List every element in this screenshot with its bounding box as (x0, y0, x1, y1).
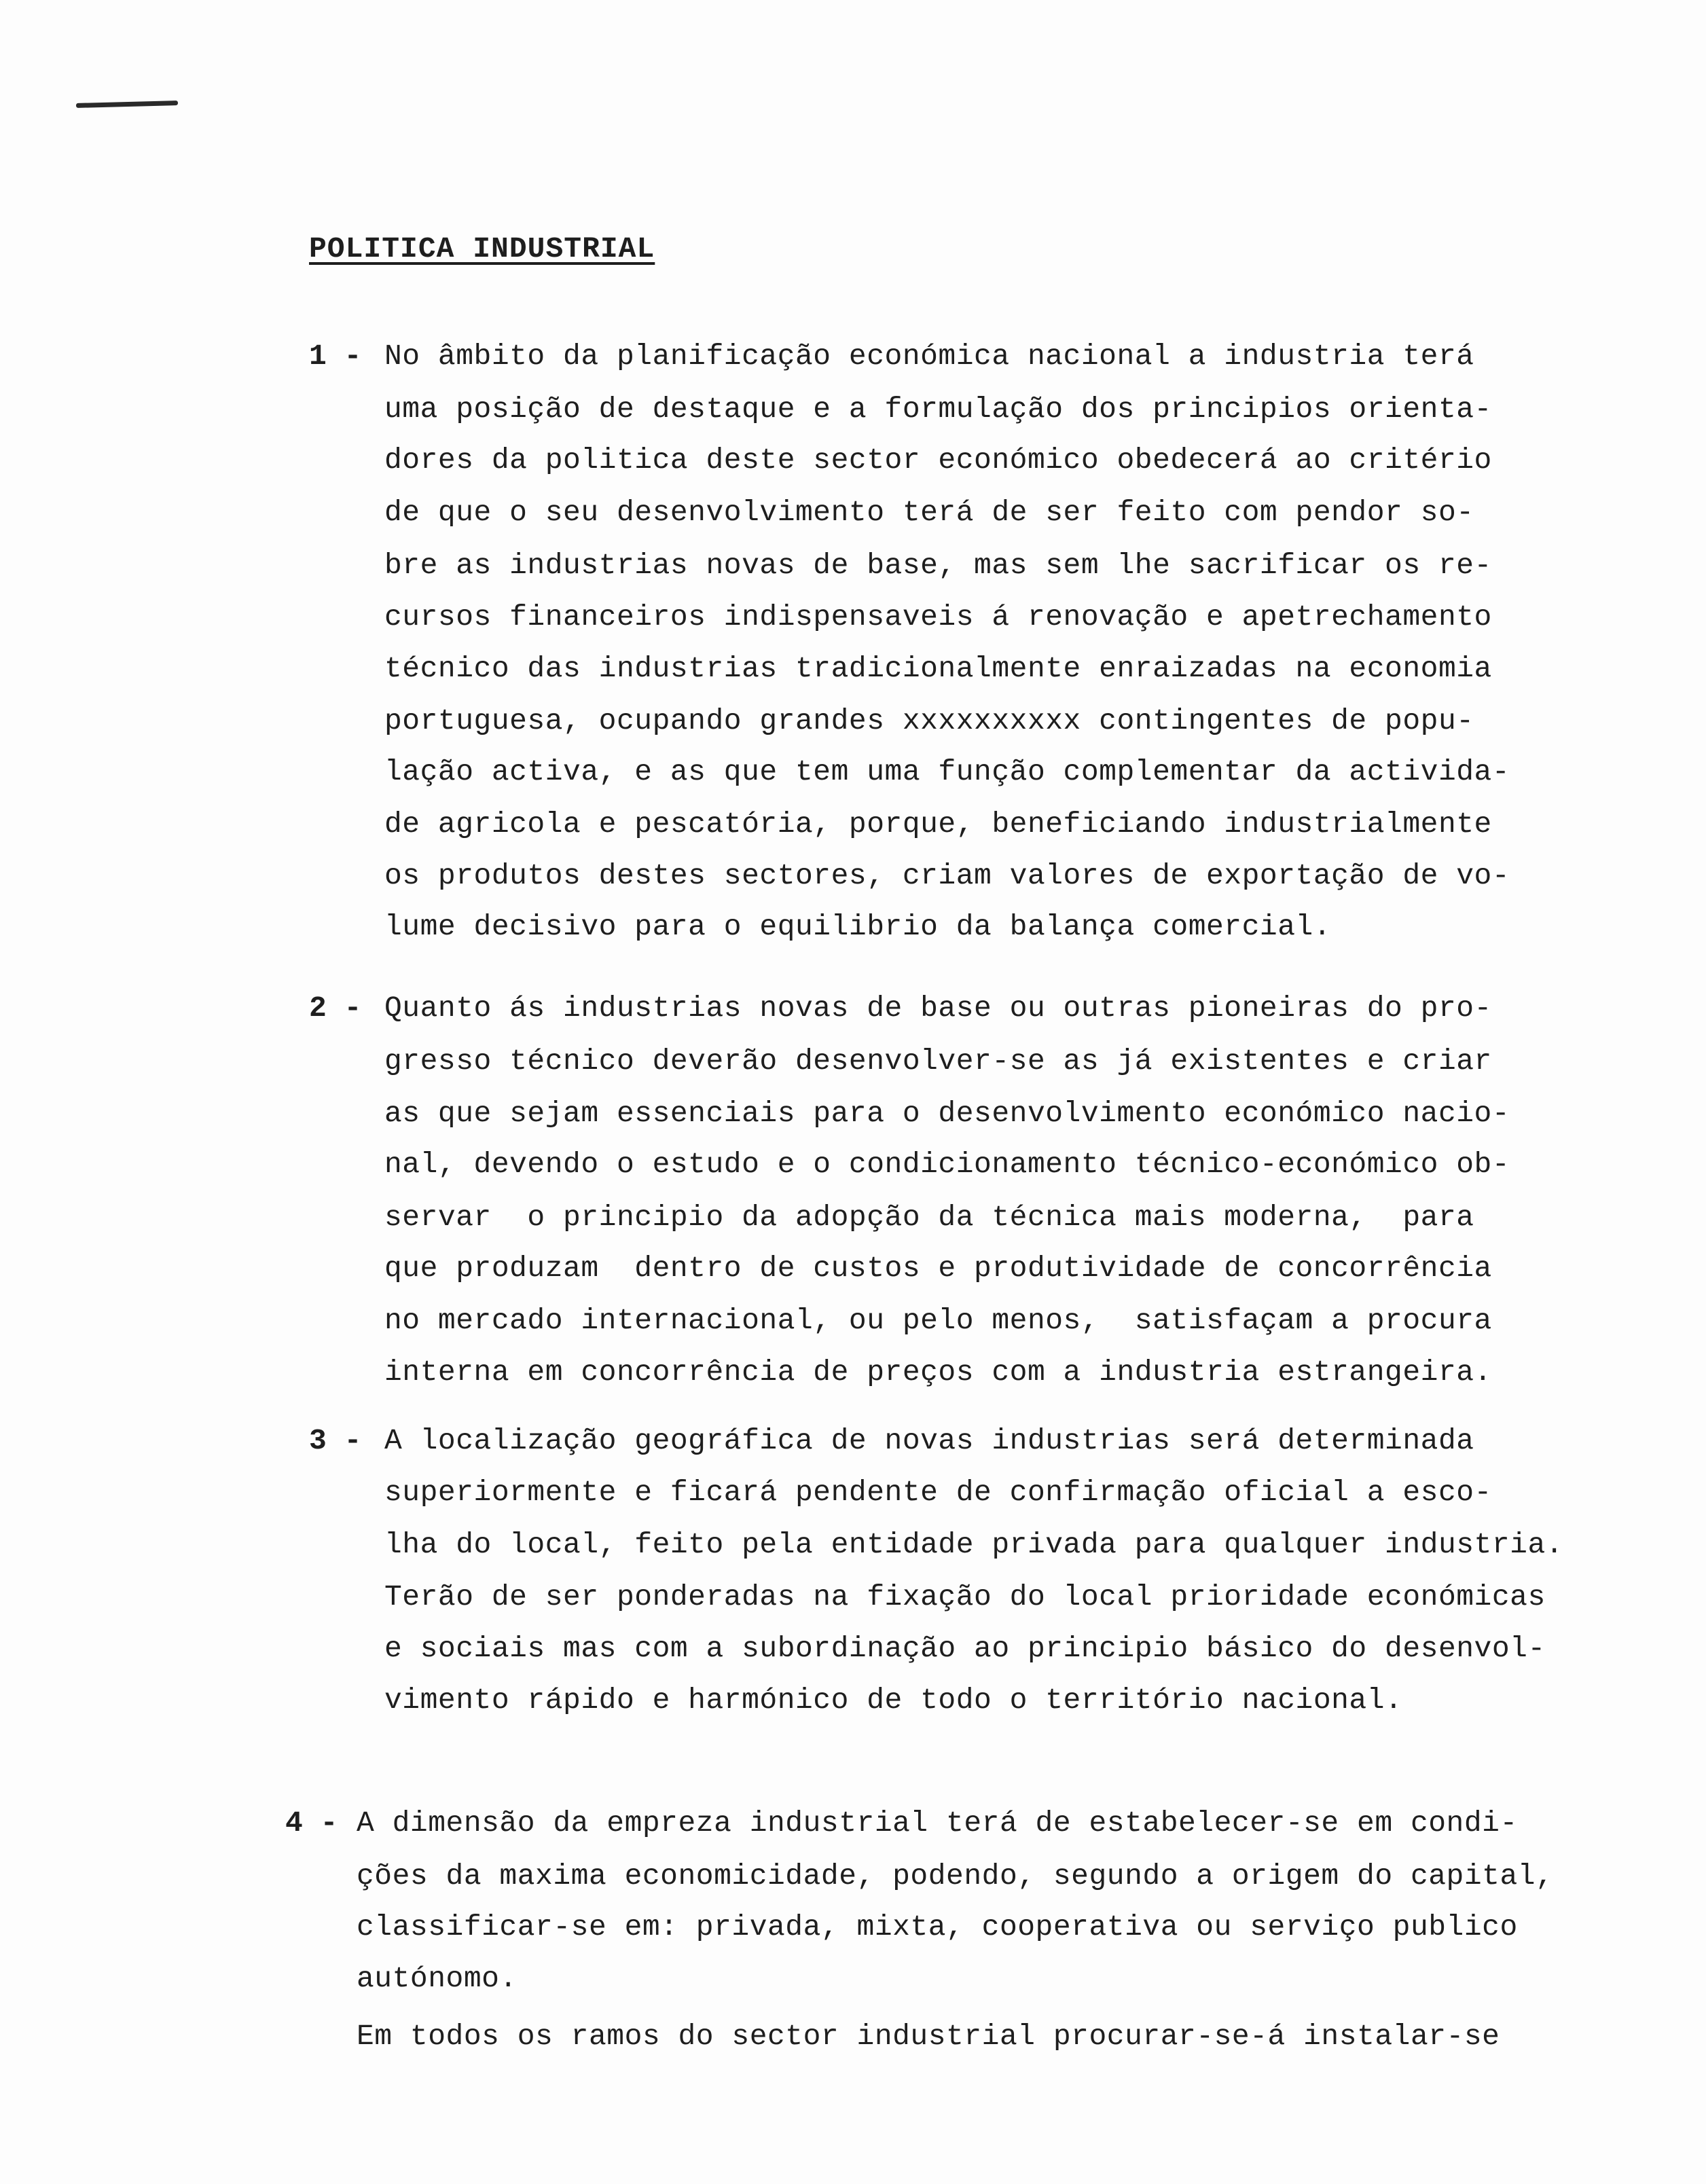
text-line: de que o seu desenvolvimento terá de ser feito com pendor so- (384, 496, 1474, 529)
text-line: portuguesa, ocupando grandes xxxxxxxxxx contingentes de popu- (384, 704, 1474, 738)
text-line: lha do local, feito pela entidade privada para qualquer industria. (384, 1528, 1564, 1561)
text-line: gresso técnico deverão desenvolver-se as já existentes e criar (384, 1044, 1492, 1078)
text-line: lação activa, e as que tem uma função complementar da activida- (384, 755, 1510, 788)
text-line: vimento rápido e harmónico de todo o território nacional. (384, 1684, 1403, 1717)
text-line: Quanto ás industrias novas de base ou outras pioneiras do pro- (384, 991, 1492, 1025)
text-line: A dimensão da empreza industrial terá de estabelecer-se em condi- (357, 1806, 1518, 1840)
text-line: classificar-se em: privada, mixta, cooperativa ou serviço publico (357, 1910, 1518, 1944)
text-line: nal, devendo o estudo e o condicionamento técnico-económico ob- (384, 1148, 1510, 1181)
text-line: técnico das industrias tradicionalmente enraizadas na economia (384, 652, 1492, 685)
section-number: 4 - (285, 1806, 338, 1840)
section-number: 3 - (309, 1424, 362, 1457)
text-line: superiormente e ficará pendente de confirmação oficial a esco- (384, 1476, 1492, 1509)
text-line: lume decisivo para o equilibrio da balança comercial. (384, 910, 1332, 943)
text-line: bre as industrias novas de base, mas sem lhe sacrificar os re- (384, 549, 1492, 582)
text-line: No âmbito da planificação económica nacional a industria terá (384, 340, 1474, 373)
text-line: Terão de ser ponderadas na fixação do local prioridade económicas (384, 1580, 1546, 1614)
text-line: Em todos os ramos do sector industrial procurar-se-á instalar-se (357, 2020, 1500, 2053)
text-line: A localização geográfica de novas industrias será determinada (384, 1424, 1474, 1457)
text-line: os produtos destes sectores, criam valores de exportação de vo- (384, 859, 1510, 892)
text-line: uma posição de destaque e a formulação dos principios orienta- (384, 393, 1492, 426)
text-line: que produzam dentro de custos e produtividade de concorrência (384, 1252, 1492, 1285)
section-number: 1 - (309, 340, 362, 373)
text-line: servar o principio da adopção da técnica mais moderna, para (384, 1201, 1474, 1234)
text-line: interna em concorrência de preços com a industria estrangeira. (384, 1355, 1492, 1389)
text-line: autónomo. (357, 1962, 518, 1995)
text-line: no mercado internacional, ou pelo menos, satisfaçam a procura (384, 1304, 1492, 1337)
document-title: POLITICA INDUSTRIAL (309, 232, 655, 266)
text-line: e sociais mas com a subordinação ao principio básico do desenvol- (384, 1632, 1546, 1665)
text-line: as que sejam essenciais para o desenvolvimento económico nacio- (384, 1097, 1510, 1130)
text-line: dores da politica deste sector económico obedecerá ao critério (384, 443, 1492, 477)
stray-ink-mark (76, 101, 178, 108)
section-number: 2 - (309, 991, 362, 1025)
text-line: ções da maxima economicidade, podendo, segundo a origem do capital, (357, 1859, 1554, 1893)
text-line: cursos financeiros indispensaveis á renovação e apetrechamento (384, 600, 1492, 634)
text-line: de agricola e pescatória, porque, beneficiando industrialmente (384, 807, 1492, 841)
